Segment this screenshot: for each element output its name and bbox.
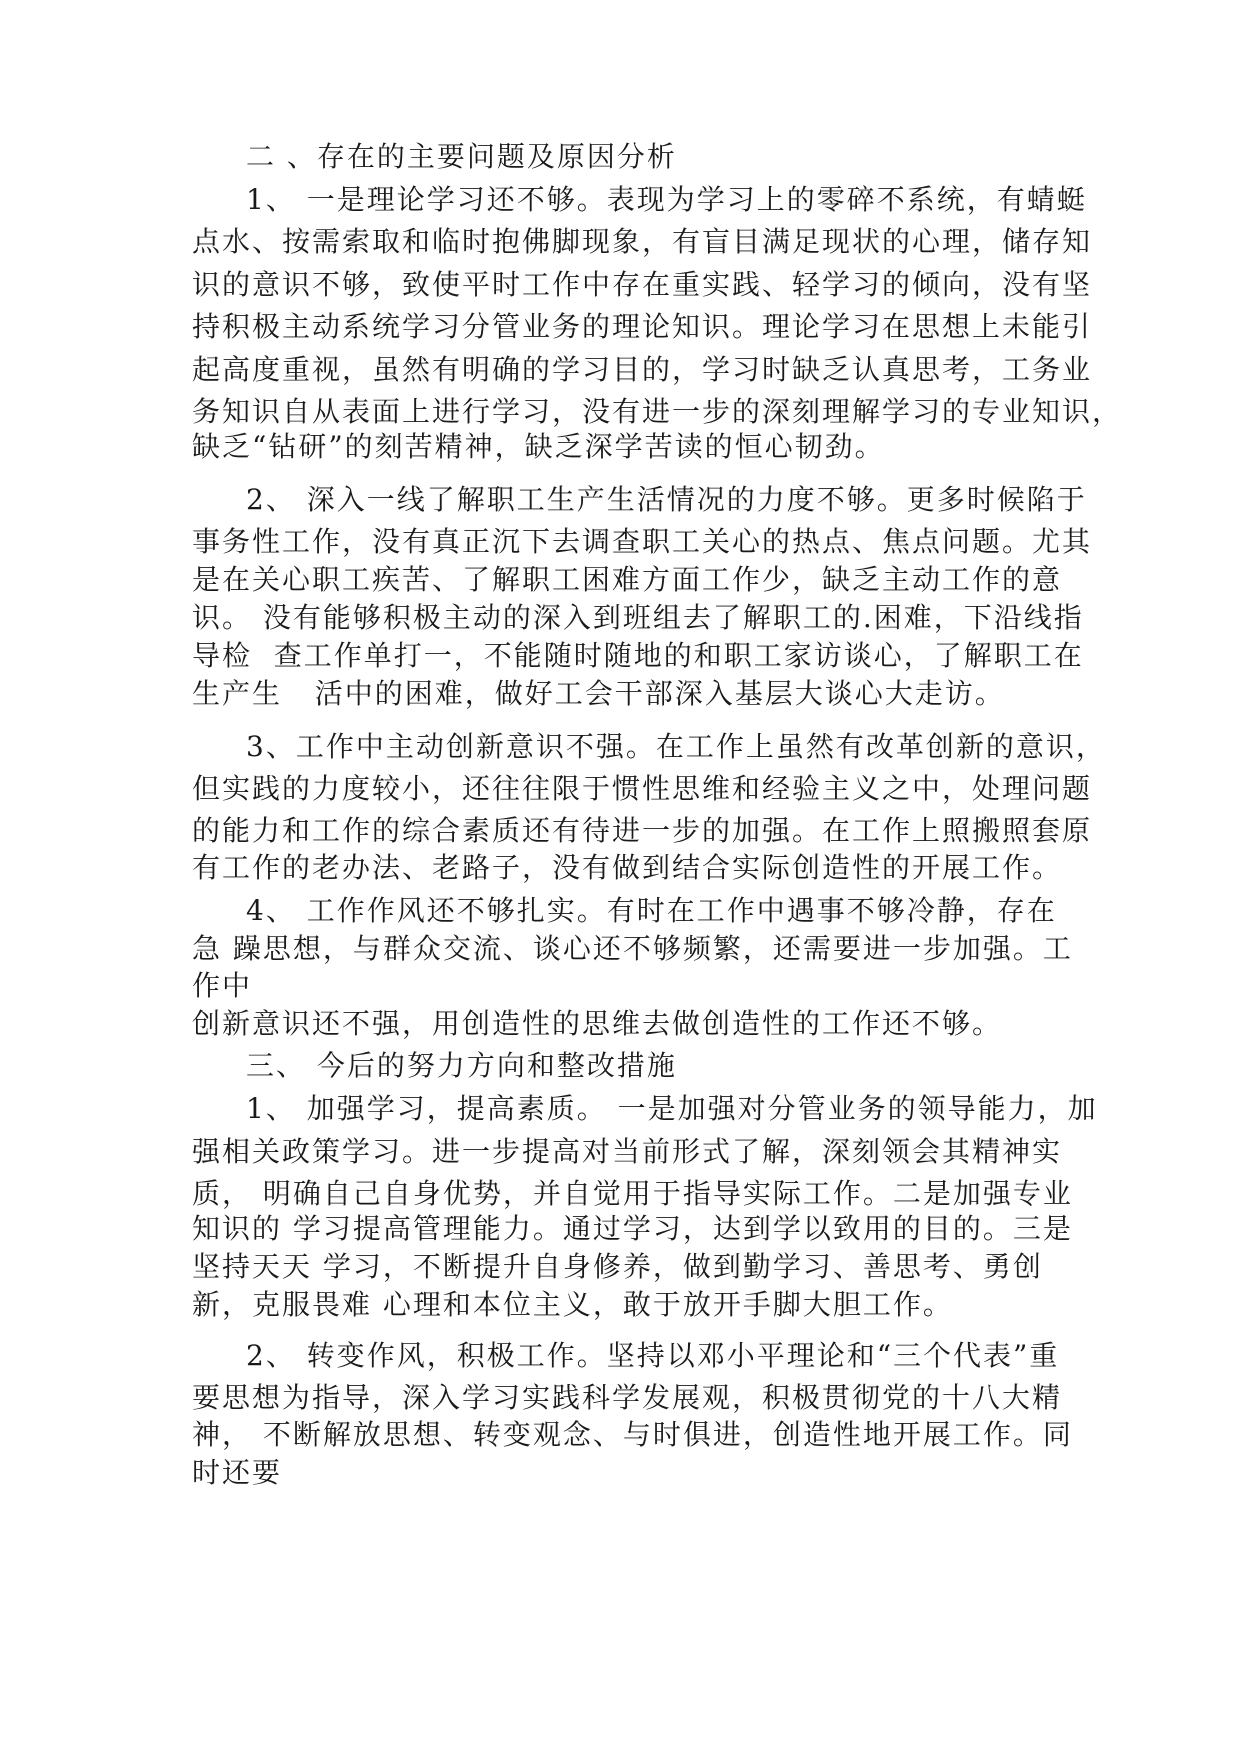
paragraph-line: 质， 明确自己自身优势，并自觉用于指导实际工作。二是加强专业	[192, 1177, 1073, 1210]
paragraph-line: 要思想为指导，深入学习实践科学发展观，积极贯彻党的十八大精	[192, 1381, 1063, 1414]
paragraph-line: 是在关心职工疾苦、了解职工困难方面工作少，缺乏主动工作的意	[192, 563, 1063, 596]
paragraph-line: 事务性工作，没有真正沉下去调查职工关心的热点、焦点问题。尤其	[192, 525, 1093, 558]
paragraph-line: 创新意识还不强，用创造性的思维去做创造性的工作还不够。	[192, 1007, 1003, 1040]
paragraph-line: 新，克服畏难 心理和本位主义，敢于放开手脚大胆工作。	[192, 1288, 953, 1321]
paragraph-line: 识。 没有能够积极主动的深入到班组去了解职工的.困难，下沿线指	[192, 601, 1084, 634]
paragraph-line: 务知识自从表面上进行学习，没有进一步的深刻理解学习的专业知识，	[192, 395, 1123, 428]
section-heading: 二 、存在的主要问题及原因分析	[246, 140, 677, 173]
paragraph-line: 起高度重视，虽然有明确的学习目的，学习时缺乏认真思考，工务业	[192, 353, 1093, 386]
paragraph-line: 导检 查工作单打一，不能随时随地的和职工家访谈心，了解职工在	[192, 639, 1084, 672]
paragraph-line: 但实践的力度较小，还往往限于惯性思维和经验主义之中，处理问题	[192, 772, 1093, 805]
paragraph-line: 3、工作中主动创新意识不强。在工作上虽然有改革创新的意识，	[246, 730, 1106, 763]
paragraph-line: 急 躁思想，与群众交流、谈心还不够频繁，还需要进一步加强。工	[192, 932, 1073, 965]
paragraph-line: 缺乏“钻研”的刻苦精神，缺乏深学苦读的恒心韧劲。	[192, 430, 885, 463]
paragraph-line: 的能力和工作的综合素质还有待进一步的加强。在工作上照搬照套原	[192, 814, 1093, 847]
paragraph-line: 点水、按需索取和临时抱佛脚现象，有盲目满足现状的心理，储存知	[192, 225, 1093, 258]
section-heading: 三、 今后的努力方向和整改措施	[246, 1049, 677, 1082]
paragraph-line: 时还要	[192, 1456, 283, 1489]
paragraph-line: 1、 加强学习，提高素质。 一是加强对分管业务的领导能力，加	[246, 1092, 1098, 1125]
paragraph-line: 作中	[192, 969, 253, 1002]
paragraph-line: 2、 深入一线了解职工生产生活情况的力度不够。更多时候陷于	[246, 483, 1087, 516]
paragraph-line: 强相关政策学习。进一步提高对当前形式了解，深刻领会其精神实	[192, 1135, 1063, 1168]
paragraph-line: 有工作的老办法、老路子，没有做到结合实际创造性的开展工作。	[192, 851, 1063, 884]
paragraph-line: 1、 一是理论学习还不够。表现为学习上的零碎不系统，有蜻蜓	[246, 183, 1087, 216]
paragraph-line: 2、 转变作风，积极工作。坚持以邓小平理论和“三个代表”重	[246, 1339, 1060, 1372]
paragraph-line: 知识的 学习提高管理能力。通过学习，达到学以致用的目的。三是	[192, 1212, 1073, 1245]
paragraph-line: 生产生 活中的困难，做好工会干部深入基层大谈心大走访。	[192, 677, 1005, 710]
paragraph-line: 4、 工作作风还不够扎实。有时在工作中遇事不够冷静，存在	[246, 894, 1057, 927]
paragraph-line: 神， 不断解放思想、转变观念、与时俱进，创造性地开展工作。同	[192, 1418, 1073, 1451]
paragraph-line: 持积极主动系统学习分管业务的理论知识。理论学习在思想上未能引	[192, 310, 1093, 343]
paragraph-line: 识的意识不够，致使平时工作中存在重实践、轻学习的倾向，没有坚	[192, 268, 1093, 301]
paragraph-line: 坚持天天 学习，不断提升自身修养，做到勤学习、善思考、勇创	[192, 1250, 1043, 1283]
